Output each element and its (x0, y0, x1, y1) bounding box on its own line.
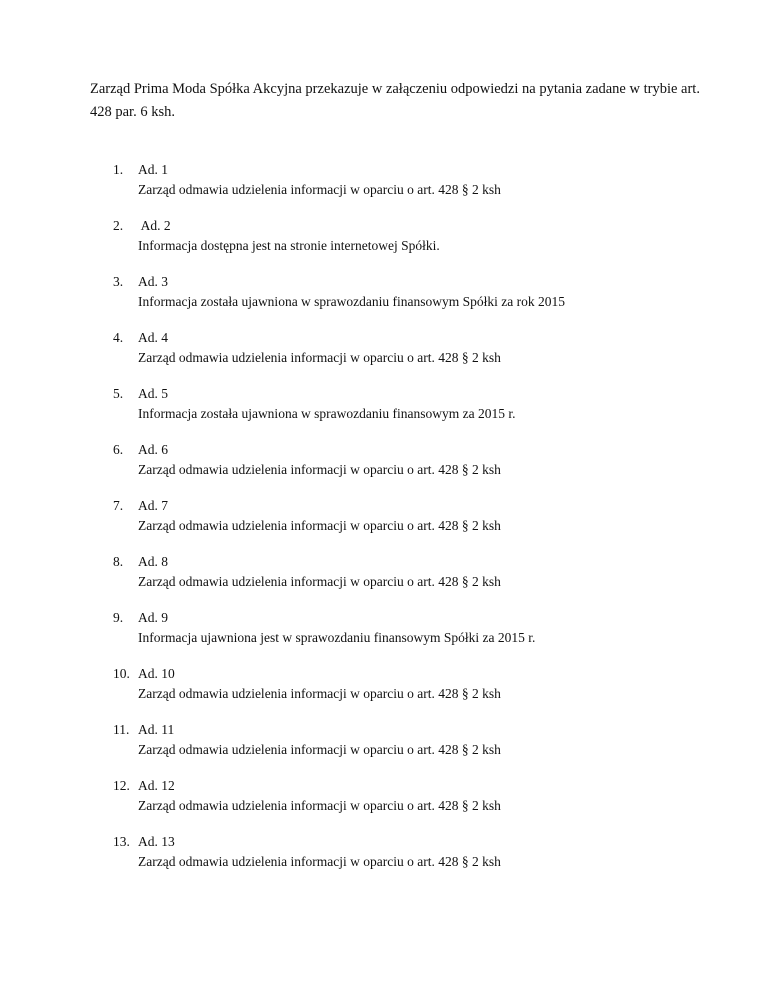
item-number: 2. (113, 218, 124, 233)
item-text: Zarząd odmawia udzielenia informacji w oparciu o art. 428 § 2 ksh (138, 742, 501, 757)
item-number: 9. (113, 610, 124, 625)
item-text: Informacja dostępna jest na stronie internetowej Spółki. (138, 238, 440, 253)
item-title: Ad. 8 (138, 554, 168, 569)
item-text: Zarząd odmawia udzielenia informacji w oparciu o art. 428 § 2 ksh (138, 686, 501, 701)
item-text: Zarząd odmawia udzielenia informacji w oparciu o art. 428 § 2 ksh (138, 462, 501, 477)
item-number: 11. (113, 722, 130, 737)
list-item (90, 160, 708, 206)
item-number: 1. (113, 162, 124, 177)
list-item (90, 664, 708, 710)
item-title: Ad. 11 (138, 722, 175, 737)
item-title: Ad. 13 (138, 834, 175, 849)
item-title: Ad. 5 (138, 386, 168, 401)
list-item (90, 328, 708, 374)
item-number: 3. (113, 274, 124, 289)
item-title: Ad. 12 (138, 778, 175, 793)
item-title: Ad. 7 (138, 498, 168, 513)
item-number: 13. (113, 834, 130, 849)
item-text: Zarząd odmawia udzielenia informacji w oparciu o art. 428 § 2 ksh (138, 854, 501, 869)
list-item (90, 384, 708, 430)
list-item (90, 832, 708, 878)
item-text: Zarząd odmawia udzielenia informacji w oparciu o art. 428 § 2 ksh (138, 182, 501, 197)
list-item (90, 776, 708, 822)
item-title: Ad. 1 (138, 162, 168, 177)
list-item (90, 440, 708, 486)
list-item (90, 552, 708, 598)
list-item (90, 720, 708, 766)
item-text: Zarząd odmawia udzielenia informacji w oparciu o art. 428 § 2 ksh (138, 518, 501, 533)
item-number: 6. (113, 442, 124, 457)
item-title: Ad. 3 (138, 274, 168, 289)
intro-paragraph: Zarząd Prima Moda Spółka Akcyjna przekazuje w załączeniu odpowiedzi na pytania zadane w trybie art. 428 par. 6 ksh. (90, 81, 700, 120)
item-text: Informacja została ujawniona w sprawozdaniu finansowym Spółki za rok 2015 (138, 294, 566, 309)
item-number: 10. (113, 666, 130, 681)
item-title: Ad. 4 (138, 330, 168, 345)
item-number: 12. (113, 778, 130, 793)
list-item (90, 272, 708, 318)
item-title: Ad. 2 (138, 218, 171, 233)
item-number: 8. (113, 554, 124, 569)
item-text: Zarząd odmawia udzielenia informacji w oparciu o art. 428 § 2 ksh (138, 350, 501, 365)
item-text: Zarząd odmawia udzielenia informacji w oparciu o art. 428 § 2 ksh (138, 798, 501, 813)
answers-list (90, 160, 708, 878)
item-number: 7. (113, 498, 124, 513)
item-title: Ad. 10 (138, 666, 175, 681)
list-item (90, 216, 708, 262)
item-title: Ad. 9 (138, 610, 168, 625)
item-text: Informacja ujawniona jest w sprawozdaniu finansowym Spółki za 2015 r. (138, 630, 536, 645)
list-item (90, 608, 708, 654)
item-title: Ad. 6 (138, 442, 168, 457)
list-item (90, 496, 708, 542)
item-text: Informacja została ujawniona w sprawozdaniu finansowym za 2015 r. (138, 406, 516, 421)
item-number: 5. (113, 386, 124, 401)
item-text: Zarząd odmawia udzielenia informacji w oparciu o art. 428 § 2 ksh (138, 574, 501, 589)
item-number: 4. (113, 330, 124, 345)
